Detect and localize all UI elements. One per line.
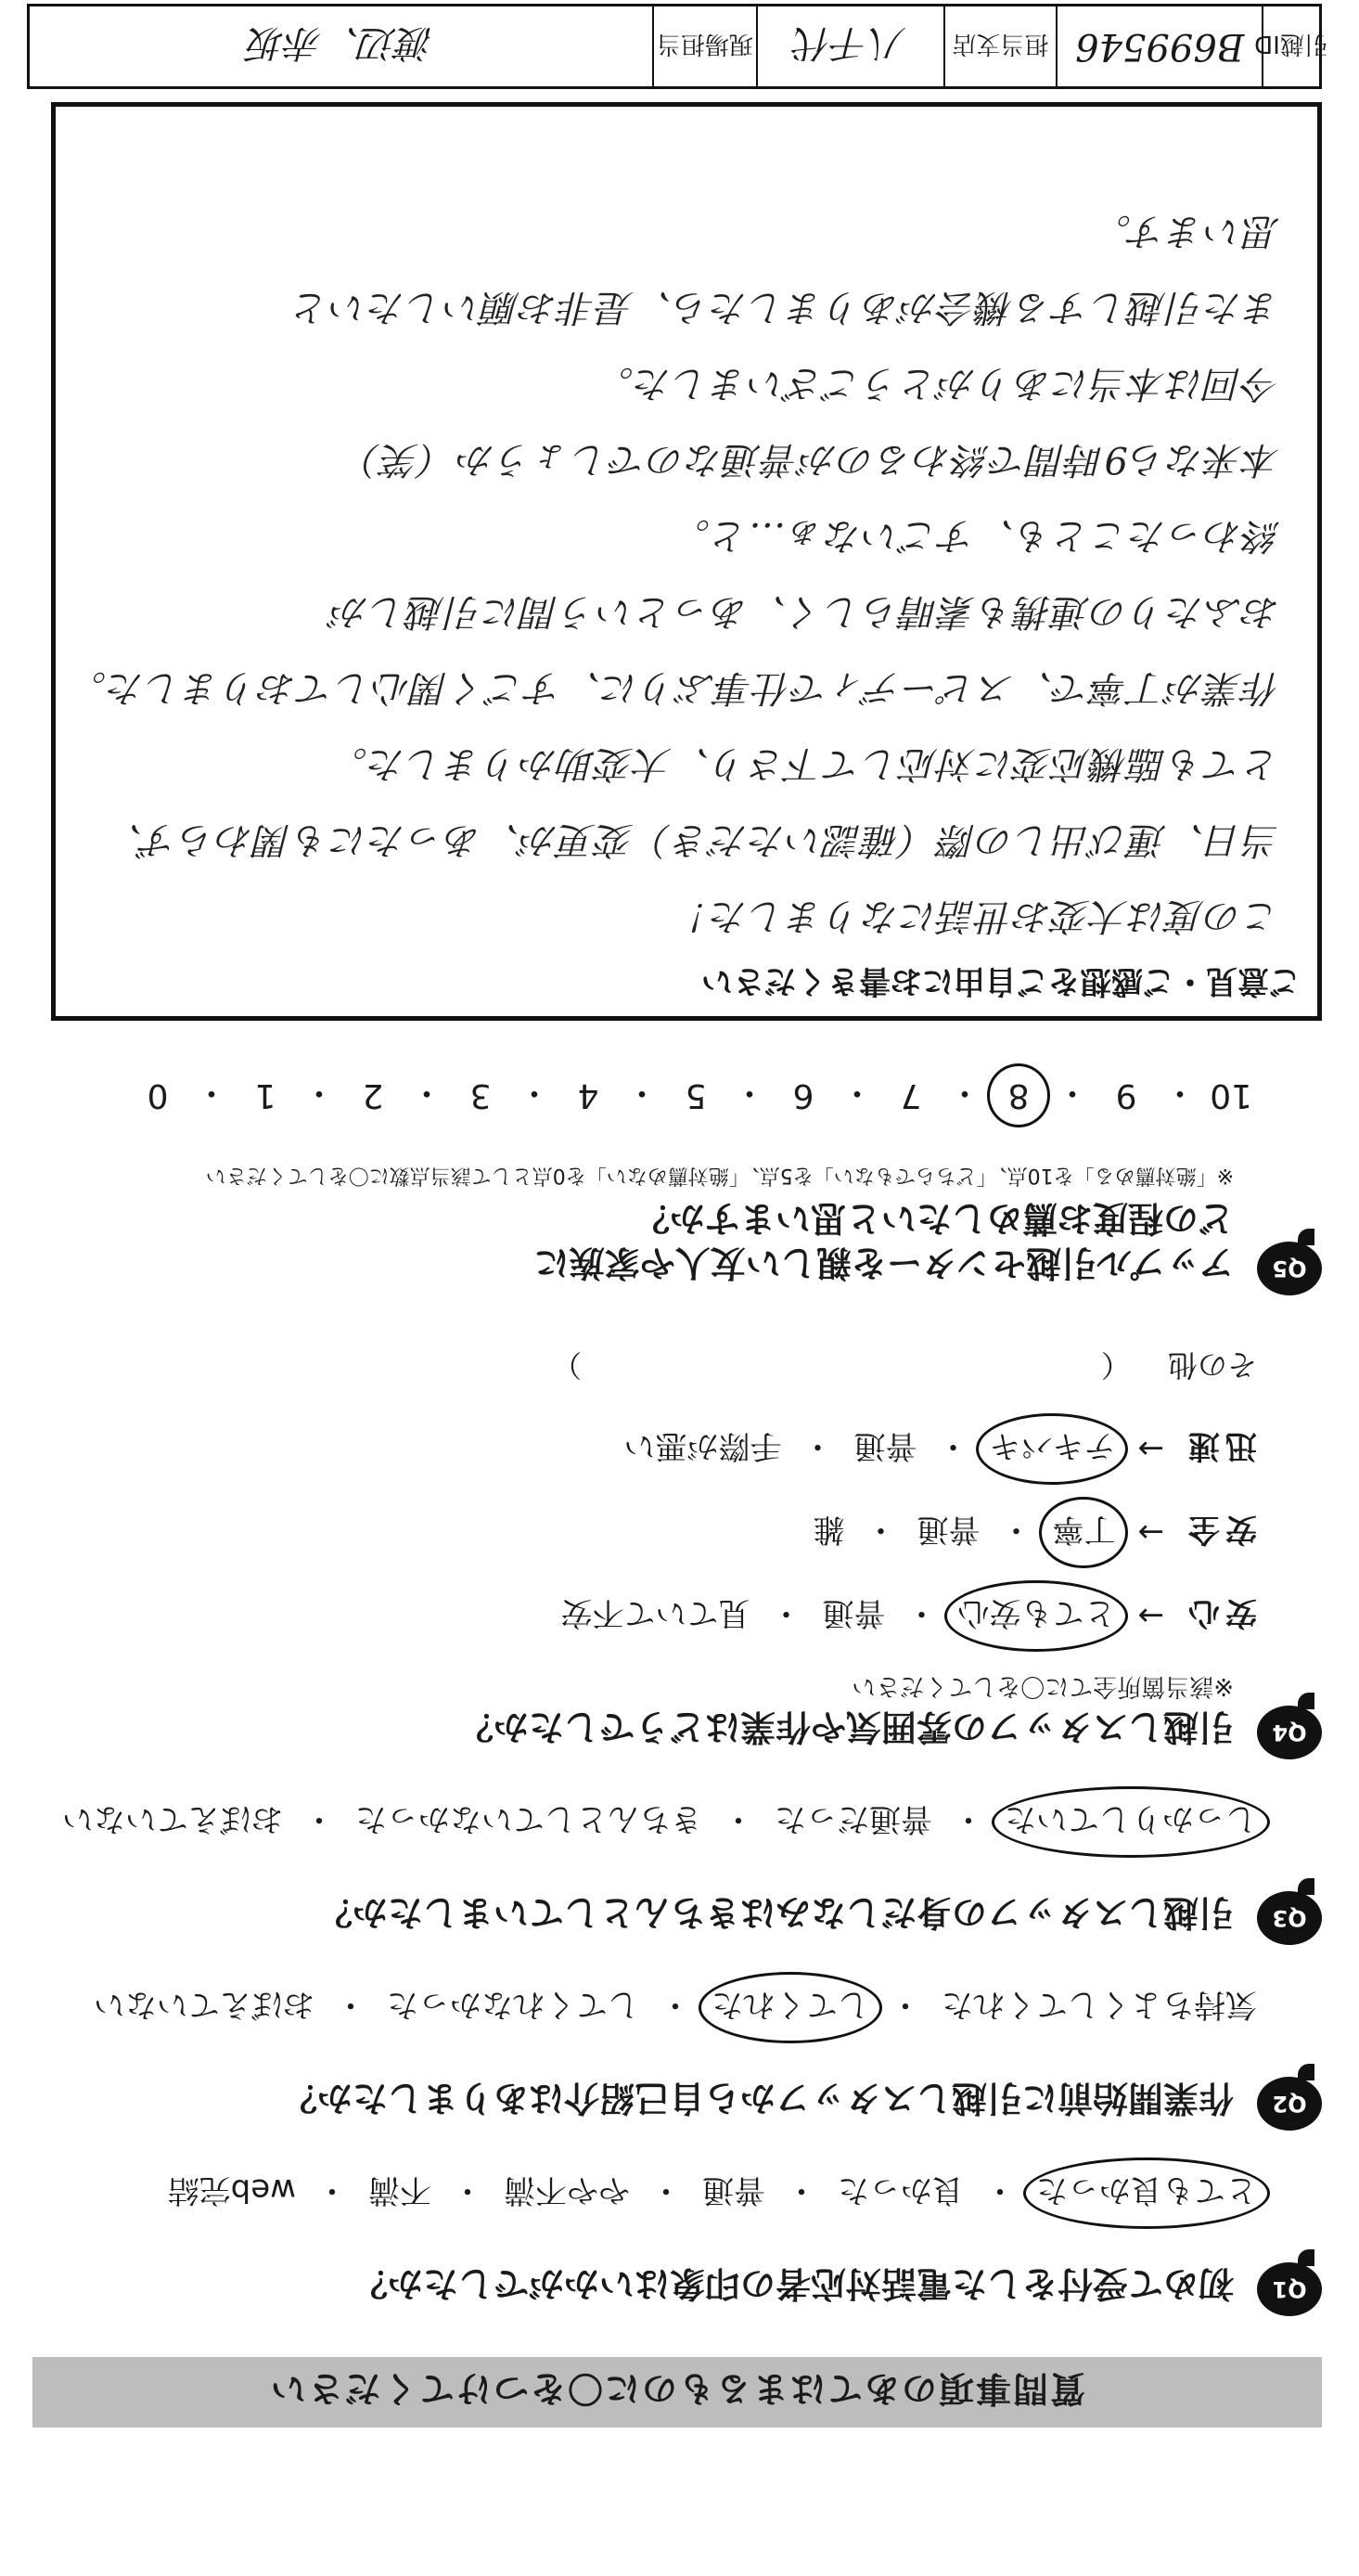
q5-score-0[interactable]: 0 (147, 1076, 169, 1114)
q5-score-8[interactable]: 8 (1000, 1076, 1037, 1114)
comment-line: また引越しする機会がありましたら、是非お願いしたいと (291, 286, 1280, 328)
q1-option-very-good[interactable]: とても良かった (1036, 2170, 1257, 2216)
separator: ・ (840, 1074, 875, 1112)
q4-row-safety (814, 1510, 1258, 1555)
q5-score-9[interactable]: 9 (1115, 1076, 1137, 1114)
arrow-right-icon: → (1137, 1513, 1164, 1552)
q4-option-brisk[interactable]: テキパキ (990, 1426, 1116, 1472)
q4-option-rough[interactable]: 雑 (813, 1511, 845, 1548)
q5-score-10[interactable]: 10 (1210, 1076, 1252, 1114)
separator: ・ (801, 1427, 834, 1464)
q5-score-2[interactable]: 2 (362, 1076, 384, 1114)
q1-option-dissatisfied[interactable]: 不満 (368, 2171, 431, 2209)
q4-option-very-reassuring[interactable]: とても安心 (958, 1593, 1116, 1639)
comments-title: ご意見・ご感想をご自由にお書きください (701, 962, 1301, 999)
separator: ・ (302, 1074, 337, 1112)
question-3 (32, 1769, 1322, 1945)
q4-option-reassurance-normal[interactable]: 普通 (822, 1594, 886, 1631)
q4-other (552, 1346, 1257, 1388)
separator: ・ (195, 1074, 229, 1112)
separator: ・ (625, 1074, 660, 1112)
q5-score-6[interactable]: 6 (792, 1076, 814, 1114)
comment-line: おふたりの連携も素晴らしく、あっという間に引越しが (330, 590, 1280, 633)
branch-value: 八千代 (756, 6, 943, 86)
separator: ・ (723, 1800, 754, 1837)
q3-option-not-neat[interactable]: きちんとしていなかった (355, 1800, 702, 1837)
arrow-right-icon: → (1137, 1430, 1164, 1468)
separator: ・ (905, 1594, 938, 1631)
q2-options (94, 1985, 1257, 2030)
separator: ・ (733, 1074, 767, 1112)
q5-score-5[interactable]: 5 (685, 1076, 707, 1114)
separator: ・ (953, 1800, 984, 1837)
q3-question: 引越しスタッフの身だしなみはきちんとしていましたか？ (316, 1892, 1234, 1933)
comment-line: 今回は本当にありがとうございました。 (596, 362, 1280, 405)
separator: ・ (335, 1986, 366, 2023)
q4-option-worrying[interactable]: 見ていて不安 (560, 1594, 750, 1631)
q5-score-1[interactable]: 1 (254, 1076, 276, 1114)
separator: ・ (890, 1986, 921, 2023)
separator: ・ (303, 1800, 335, 1837)
comment-line: この度は大変お世話になりました！ (672, 895, 1280, 937)
id-label: 引越ID (1262, 6, 1319, 86)
comment-line: 思います。 (1093, 210, 1280, 252)
q4-row-reassurance (561, 1593, 1258, 1639)
comment-line: 当日、運び出しの際（確認いただき）変更が、あったにも関わらず、 (104, 818, 1280, 861)
leader-value: 渡辺、赤坂 (248, 21, 434, 65)
branch-label: 担当支店 (943, 6, 1057, 86)
q5-score-3[interactable]: 3 (469, 1076, 492, 1114)
q4-category-reassurance: 安心 (1183, 1594, 1257, 1631)
q2-badge: Q2 (1257, 2077, 1322, 2131)
q4-note: ※該当箇所全てに〇をしてください (852, 1672, 1234, 1700)
separator: ・ (452, 2171, 483, 2209)
comments-box (51, 102, 1322, 1021)
separator: ・ (518, 1074, 552, 1112)
q5-question-line2: どの程度お薦めしたいと思いますか？ (634, 1198, 1234, 1239)
separator: ・ (1163, 1074, 1198, 1112)
q4-row-speed (624, 1426, 1258, 1472)
q4-option-careful[interactable]: 丁寧 (1053, 1510, 1116, 1555)
q2-option-pleasant[interactable]: 気持ちよくしてくれた (942, 1986, 1257, 2023)
q1-question: 初めて受付をした電話対応者の印象はいかがでしたか？ (352, 2263, 1234, 2304)
separator: ・ (786, 2171, 817, 2209)
separator: ・ (1056, 1074, 1090, 1112)
q4-other-paren-open: （ (1100, 1347, 1131, 1383)
q4-option-speed-normal[interactable]: 普通 (853, 1427, 917, 1464)
separator: ・ (984, 2171, 1016, 2209)
comment-line: 本来なら9時間で終わるのが普通なのでしょうか（笑） (342, 438, 1280, 481)
q4-option-clumsy[interactable]: 手際が悪い (623, 1427, 782, 1464)
q3-options (62, 1799, 1257, 1845)
separator: ・ (650, 2171, 682, 2209)
comment-line: 作業が丁寧で、スピーディで仕事ぶりに、すごく関心しておりました。 (68, 666, 1280, 709)
q5-question-line1: アップル引越センターを親しい友人や家族に (533, 1243, 1234, 1283)
q4-badge: Q4 (1257, 1706, 1322, 1759)
separator: ・ (937, 1427, 969, 1464)
q2-option-did-not[interactable]: してくれなかった (387, 1986, 639, 2023)
q2-option-did[interactable]: してくれた (712, 1985, 869, 2030)
q5-score-7[interactable]: 7 (900, 1076, 922, 1114)
q5-score-4[interactable]: 4 (577, 1076, 599, 1114)
q1-option-good[interactable]: 良かった (838, 2171, 964, 2209)
q4-option-safety-normal[interactable]: 普通 (917, 1511, 981, 1548)
q4-category-safety: 安全 (1183, 1511, 1257, 1548)
q1-option-normal[interactable]: 普通 (702, 2171, 765, 2209)
record-table (27, 4, 1328, 89)
question-2 (32, 1954, 1322, 2131)
separator: ・ (1000, 1511, 1032, 1548)
q3-option-neat[interactable]: しっかりしていた (1005, 1799, 1257, 1845)
q5-note: ※「絶対薦める」を10点、「どちらでもない」を5点、「絶対薦めない」を0点として該当点数に〇をしてください (205, 1164, 1234, 1187)
leader-label: 現場担当 (652, 6, 756, 86)
q3-badge: Q3 (1257, 1891, 1322, 1945)
q2-option-dont-remember[interactable]: おぼえていない (94, 1986, 314, 2023)
q5-badge: Q5 (1257, 1242, 1322, 1295)
q2-question: 作業開始前に引越しスタッフから自己紹介はありましたか？ (281, 2078, 1234, 2119)
separator: ・ (770, 1594, 802, 1631)
separator: ・ (316, 2171, 348, 2209)
q1-option-somewhat-dissatisfied[interactable]: やや不満 (504, 2171, 630, 2209)
q4-other-paren-close: ） (551, 1347, 582, 1383)
separator: ・ (948, 1074, 982, 1112)
comment-line: とても臨機応変に対応して下さり、大変助かりました。 (329, 742, 1280, 785)
instruction-text: 質問事項のあてはまるものに〇をつけてください (269, 2368, 1086, 2410)
separator: ・ (865, 1511, 897, 1548)
instruction-banner (32, 2357, 1322, 2428)
q3-option-normal[interactable]: 普通だった (775, 1800, 932, 1837)
question-1 (32, 2140, 1322, 2316)
q4-question: 引越しスタッフの雰囲気や作業はどうでしたか？ (457, 1707, 1234, 1747)
separator: ・ (660, 1986, 691, 2023)
comment-line: 終わったことも、すごいなぁ…と。 (672, 514, 1280, 557)
q3-option-dont-remember[interactable]: おぼえていない (62, 1800, 283, 1837)
q4-other-label: その他 (1167, 1347, 1257, 1383)
q4-category-speed: 迅速 (1183, 1427, 1257, 1464)
id-value: B699546 (1056, 6, 1262, 86)
arrow-right-icon: → (1137, 1597, 1164, 1635)
q1-badge: Q1 (1257, 2262, 1322, 2316)
question-5 (32, 1054, 1322, 1295)
separator: ・ (410, 1074, 444, 1112)
q1-option-web[interactable]: web完結 (167, 2171, 296, 2209)
question-4 (32, 1333, 1322, 1759)
q1-options (168, 2170, 1257, 2216)
q5-scale (139, 1072, 1252, 1119)
